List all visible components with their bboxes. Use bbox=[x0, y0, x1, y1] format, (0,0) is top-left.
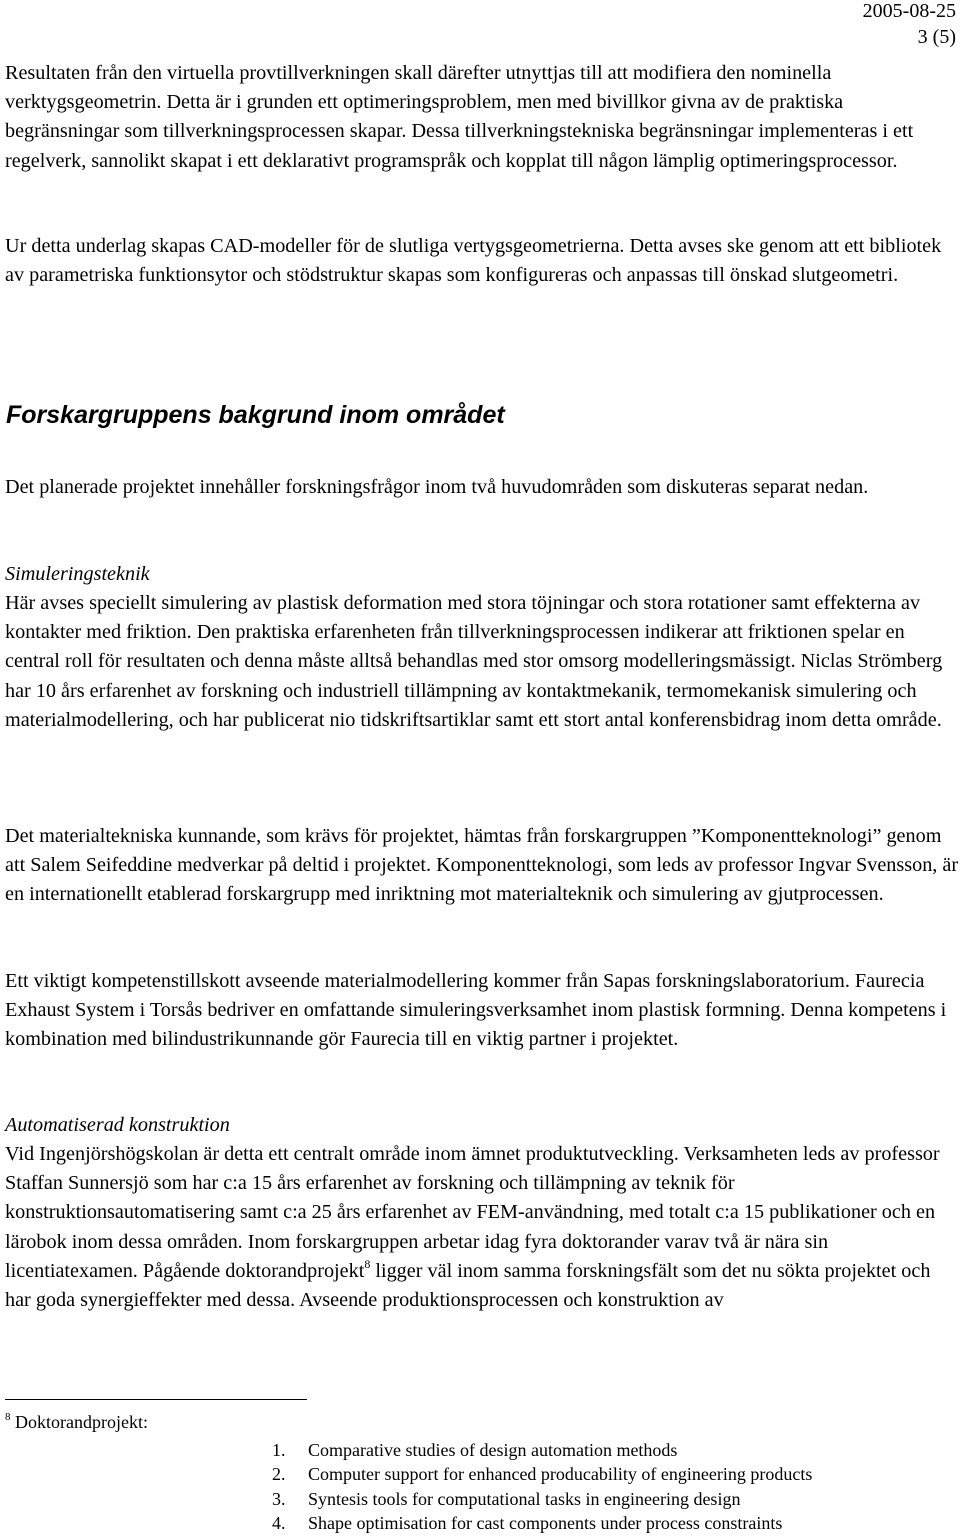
paragraph-automation-text-1: Vid Ingenjörshögskolan är detta ett centralt område inom ämnet produktutveckling. Verksamheten leds av professor Staffan Sunnersjö som har c:a 15 års erfarenhet av forskning och tillämpning av teknik för konstruktionsautomatisering samt c:a 25 års erfarenhet av FEM-användning, med totalt c:a 15 publikationer och en lärobok inom dessa områden. Inom forskargruppen arbetar idag fyra doktorander varav två är nära sin licentiatexamen. Pågående doktorandprojekt bbox=[5, 1143, 940, 1282]
footnote-item-number: 4. bbox=[272, 1513, 286, 1534]
footnote-item-number: 2. bbox=[272, 1464, 286, 1485]
paragraph-competence: Ett viktigt kompetenstillskott avseende materialmodellering kommer från Sapas forskningslaboratorium. Faurecia Exhaust System i Torsås bedriver en omfattande simuleringsverksamhet inom plastisk formning. Denna kompetens i kombination med bilindustrikunnande gör Faurecia till en viktig partner i projektet. bbox=[5, 970, 947, 1051]
footnote-item bbox=[272, 1511, 812, 1535]
footnote-item-number: 3. bbox=[272, 1488, 286, 1509]
footnote-item bbox=[272, 1438, 812, 1462]
footnote-item-text: Comparative studies of design automation methods bbox=[308, 1440, 678, 1460]
paragraph-intro: Det planerade projektet innehåller forskningsfrågor inom två huvudområden som diskuteras separat nedan. bbox=[5, 476, 869, 498]
footnote-item bbox=[272, 1462, 812, 1486]
paragraph-simulation: Här avses speciellt simulering av plastisk deformation med stora töjningar och stora rotationer samt effekterna av kontakter med friktion. Den praktiska erfarenheten från tillverkningsprocessen indikerar att friktionen spelar en central roll för resultaten och denna måste alltså behandlas med stor omsorg modelleringsmässigt. Niclas Strömberg har 10 års erfarenhet av forskning och industriell tillämpning av kontaktmekanik, termomekanisk simulering och materialmodellering, och har publicerat nio tidskriftsartiklar samt ett stort antal konferensbidrag inom detta område. bbox=[5, 592, 943, 731]
header-date: 2005-08-25 bbox=[862, 0, 956, 22]
paragraph-automation-text-2: ligger väl inom samma forskningsfält som det nu sökta projektet och har goda synergieffekter med dessa. Avseende produktionsprocessen och konstruktion av bbox=[5, 1259, 931, 1312]
footnote-reference: 8 bbox=[364, 1256, 371, 1271]
footnote-list bbox=[272, 1438, 812, 1536]
footnote-item-text: Computer support for enhanced producability of engineering products bbox=[308, 1464, 813, 1485]
footnote-marker: 8 bbox=[5, 1411, 11, 1423]
paragraph-material: Det materialtekniska kunnande, som krävs för projektet, hämtas från forskargruppen ”Komponentteknologi” genom att Salem Seifeddine medverkar på deltid i projektet. Komponentteknologi, som leds av professor Ingvar Svensson, är en internationellt etablerad forskargrupp med inriktning mot materialteknik och simulering av gjutprocessen. bbox=[5, 825, 959, 906]
footnote-item-text: Shape optimisation for cast components under process constraints bbox=[308, 1513, 783, 1534]
footnote-intro bbox=[5, 1411, 148, 1433]
subheading-simulation: Simuleringsteknik bbox=[5, 563, 150, 585]
footnote-item-number: 1. bbox=[272, 1440, 286, 1460]
paragraph-cad-models: Ur detta underlag skapas CAD-modeller för de slutliga vertygsgeometrierna. Detta avses ske genom att ett bibliotek av parametriska funktionsytor och stödstruktur skapas som konfigureras och anpassas till önskad slutgeometri. bbox=[5, 235, 942, 287]
subheading-automation: Automatiserad konstruktion bbox=[5, 1114, 230, 1136]
section-heading: Forskargruppens bakgrund inom området bbox=[6, 401, 505, 429]
footnote-item-text: Syntesis tools for computational tasks in engineering design bbox=[308, 1488, 741, 1509]
paragraph-optimization: Resultaten från den virtuella provtillverkningen skall därefter utnyttjas till att modifiera den nominella verktygsgeometrin. Detta är i grunden ett optimeringsproblem, men med bivillkor givna av de praktiska begränsningar som tillverkningsprocessen skapar. Dessa tillverkningstekniska begränsningar implementeras i ett regelverk, sannolikt skapat i ett deklarativt programspråk och kopplat till någon lämplig optimeringsprocessor. bbox=[5, 62, 914, 172]
footnote-item bbox=[272, 1487, 812, 1511]
paragraph-automation bbox=[5, 1140, 960, 1315]
footnote-separator bbox=[5, 1399, 307, 1400]
page-number: 3 (5) bbox=[917, 26, 956, 48]
footnote-intro-label: Doktorandprojekt: bbox=[10, 1412, 148, 1432]
